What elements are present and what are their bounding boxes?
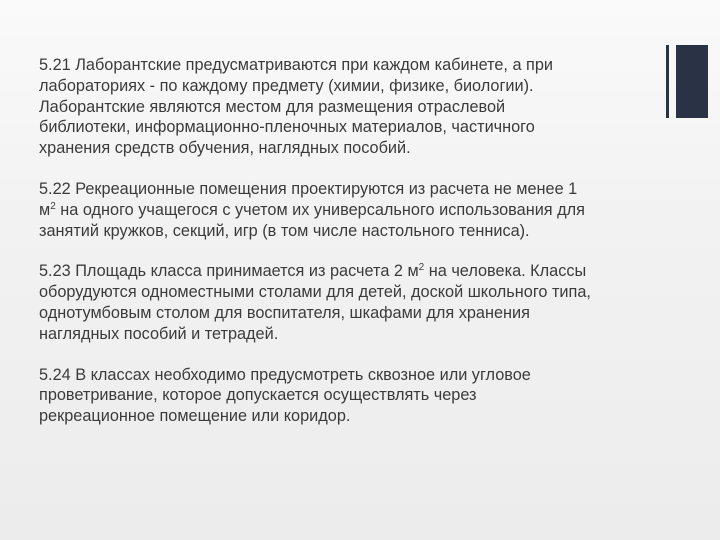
paragraph-5-22 bbox=[39, 179, 659, 241]
text-fragment: м bbox=[39, 200, 51, 219]
text-line: рекреационное помещение или коридор. bbox=[39, 407, 351, 426]
text-line: хранения средств обучения, наглядных пособий. bbox=[39, 139, 411, 158]
superscript: 2 bbox=[50, 200, 56, 212]
text-fragment: 5.23 Площадь класса принимается из расчета 2 м bbox=[39, 262, 419, 281]
text-line: библиотеки, информационно-пленочных материалов, частичного bbox=[39, 118, 535, 137]
body-text bbox=[39, 55, 659, 447]
text-line: 5.21 Лаборантские предусматриваются при каждом кабинете, а при bbox=[39, 56, 554, 74]
text-line: наглядных пособий и тетрадей. bbox=[39, 324, 279, 343]
text-fragment: на человека. Классы bbox=[424, 262, 587, 281]
superscript: 2 bbox=[418, 262, 425, 274]
text-line: оборудуются одноместными столами для детей, доской школьного типа, bbox=[39, 283, 591, 302]
text-line: лабораториях - по каждому предмету (химии, физике, биологии). bbox=[39, 76, 534, 95]
decorative-thin-bar bbox=[666, 45, 669, 118]
text-fragment: на одного учащегося с учетом их универсального использования для bbox=[55, 200, 585, 219]
text-line: однотумбовым столом для воспитателя, шкафами для хранения bbox=[39, 303, 530, 322]
text-line: проветривание, которое допускается осуществлять через bbox=[39, 386, 477, 405]
paragraph-5-24 bbox=[39, 365, 659, 427]
paragraph-5-23 bbox=[39, 261, 659, 344]
text-line: занятий кружков, секций, игр (в том числе настольного тенниса). bbox=[39, 221, 530, 240]
text-line: 5.24 В классах необходимо предусмотреть сквозное или угловое bbox=[39, 365, 531, 384]
decorative-thick-bar bbox=[676, 45, 708, 118]
paragraph-5-21 bbox=[39, 55, 659, 159]
text-line: Лаборантские являются местом для размещения отраслевой bbox=[39, 97, 506, 116]
text-line: 5.22 Рекреационные помещения проектируются из расчета не менее 1 bbox=[39, 179, 578, 198]
